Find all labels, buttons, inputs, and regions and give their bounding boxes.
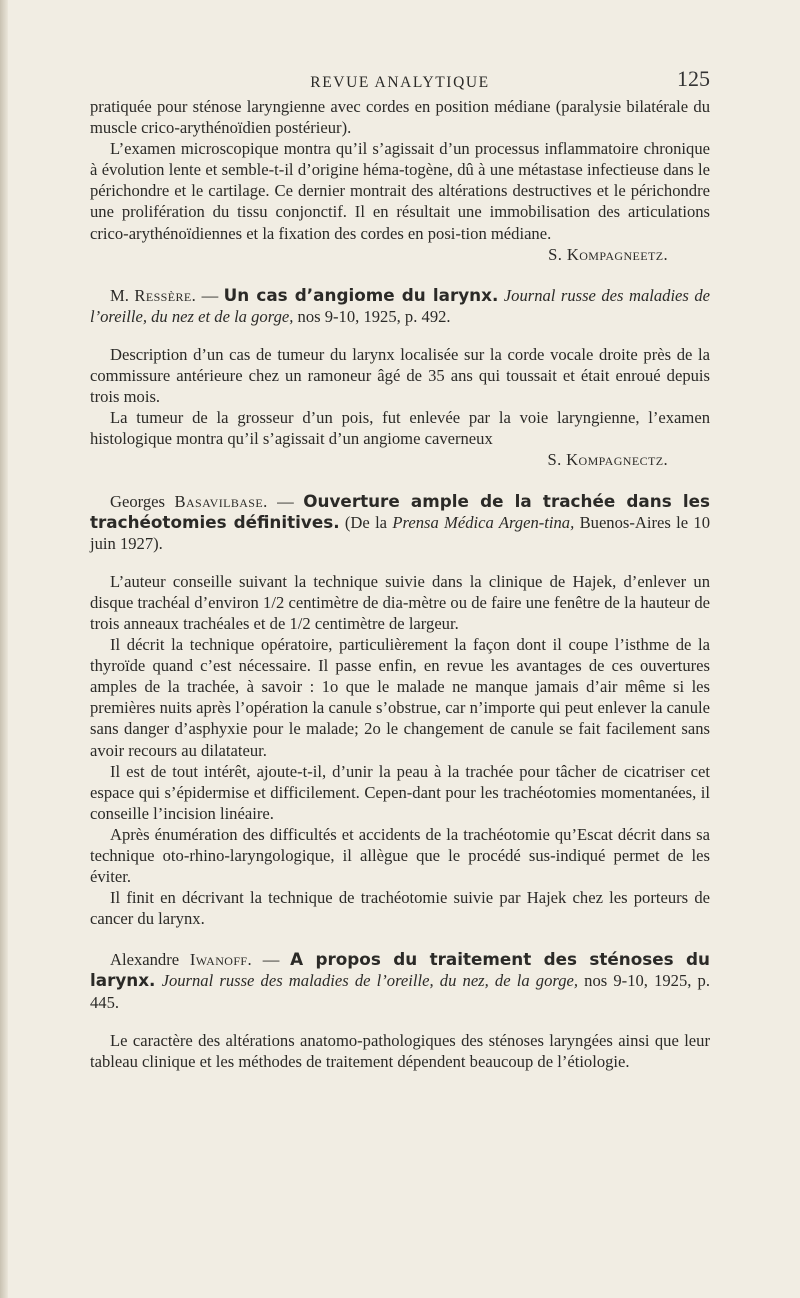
author-first-name: M. bbox=[110, 285, 129, 305]
paragraph: pratiquée pour sténose laryngienne avec cordes en position médiane (paralysie bilatérale du muscle crico-arythénoïdien postérieur). bbox=[90, 97, 710, 138]
paragraph: La tumeur de la grosseur d’un pois, fut enlevée par la voie laryngienne, l’examen histologique montra qu’il s’agissait d’un angiome caverneux bbox=[90, 408, 710, 449]
citation bbox=[90, 949, 710, 1012]
review-resseere bbox=[90, 285, 710, 471]
dash: — bbox=[252, 950, 291, 970]
journal-name: Journal russe des maladies de l’oreille, du nez et de la gorge, bbox=[90, 285, 710, 326]
page-header bbox=[90, 66, 710, 96]
dash: — bbox=[196, 285, 224, 305]
article-title: Un cas d’angiome du larynx. bbox=[223, 284, 499, 305]
reviewer-signature: S. Kompagnectz. bbox=[547, 450, 668, 470]
author-last-name: Iwanoff. bbox=[189, 950, 253, 970]
citation bbox=[90, 285, 710, 327]
article-title: A propos du traitement des sténoses du larynx. bbox=[90, 949, 711, 991]
paragraph: L’auteur conseille suivant la technique suivie dans la clinique de Hajek, d’enlever un disque trachéal d’environ 1/2 centimètre de dia-mètre ou de faire une fenêtre de la hauteur de trois anneaux trachéales et de 1/2 centimètre de largeur. bbox=[90, 571, 710, 633]
dash: — bbox=[267, 491, 304, 511]
page-binding-edge bbox=[0, 0, 8, 1298]
citation bbox=[90, 491, 710, 554]
paragraph: Après énumération des difficultés et accidents de la trachéotomie qu’Escat décrit dans sa technique oto-rhino-laryngologique, il allègue que le procédé sus-indiqué permet de les éviter. bbox=[90, 824, 710, 887]
journal-reference: nos 9-10, 1925, p. 445. bbox=[90, 971, 710, 1012]
paragraph: Le caractère des altérations anatomo-pathologiques des sténoses laryngées ainsi que leur tableau clinique et les méthodes de traitement dépendent beaucoup de l’étiologie. bbox=[90, 1030, 710, 1071]
journal-reference: nos 9-10, 1925, p. 492. bbox=[293, 306, 451, 326]
author-last-name: Basavilbase. bbox=[174, 491, 268, 511]
running-title: REVUE ANALYTIQUE bbox=[310, 74, 490, 91]
previous-review-continuation bbox=[90, 96, 710, 265]
paragraph: Il décrit la technique opératoire, particulièrement la façon dont il coupe l’isthme de la thyroïde quand c’est nécessaire. Il passe enfin, en revue les avantages de ces ouvertures amples de la trachée, à savoir : 1o que le malade ne manque jamais d’air même si les premières nuits après l’opération la canule s’obstrue, car n’importe qui peut enlever la canule sans danger d’asphyxie pour le malade; 2o le changement de canule se fait facilement sans avoir recours au dilatateur. bbox=[90, 635, 710, 760]
author-last-name: Ressère. bbox=[134, 285, 197, 305]
review-basavilbase bbox=[90, 491, 710, 930]
reviewer-signature: S. Kompagneetz. bbox=[548, 244, 668, 264]
source-prefix: (De la bbox=[339, 512, 393, 532]
source-suffix: Buenos-Aires le 10 juin 1927). bbox=[90, 512, 711, 553]
author-first-name: Alexandre bbox=[110, 950, 180, 970]
review-iwanoff bbox=[90, 949, 710, 1071]
article-title: Ouverture ample de la trachée dans les trachéotomies définitives. bbox=[90, 490, 711, 532]
paragraph: Il finit en décrivant la technique de trachéotomie suivie par Hajek chez les porteurs de cancer du larynx. bbox=[90, 888, 710, 929]
journal-name: Prensa Médica Argen-tina, bbox=[392, 512, 575, 532]
paragraph: L’examen microscopique montra qu’il s’agissait d’un processus inflammatoire chronique à évolution lente et semble-t-il d’origine héma-togène, dû à une métastase infectieuse dans le périchondre et le cartilage. Ce dernier montrait des altérations destructives et le périchondre une prolifération du tissu conjonctif. Il en résultait une immobilisation des articulations crico-arythénoïdiennes et la fixation des cordes en posi-tion médiane. bbox=[90, 139, 710, 243]
paragraph: Il est de tout intérêt, ajoute-t-il, d’unir la peau à la trachée pour tâcher de cicatriser cet espace qui s’épidermise et difficilement. Cepen-dant pour les trachéotomies momentanées, il conseille l’incision linéaire. bbox=[90, 761, 710, 823]
journal-name: Journal russe des maladies de l’oreille, du nez, de la gorge, bbox=[161, 971, 579, 991]
paragraph: Description d’un cas de tumeur du larynx localisée sur la corde vocale droite près de la commissure antérieure chez un ramoneur âgé de 35 ans qui toussait et était enroué depuis trois mois. bbox=[90, 344, 710, 407]
page-number: 125 bbox=[677, 66, 710, 91]
author-first-name: Georges bbox=[110, 491, 165, 511]
journal-page bbox=[90, 66, 710, 1072]
